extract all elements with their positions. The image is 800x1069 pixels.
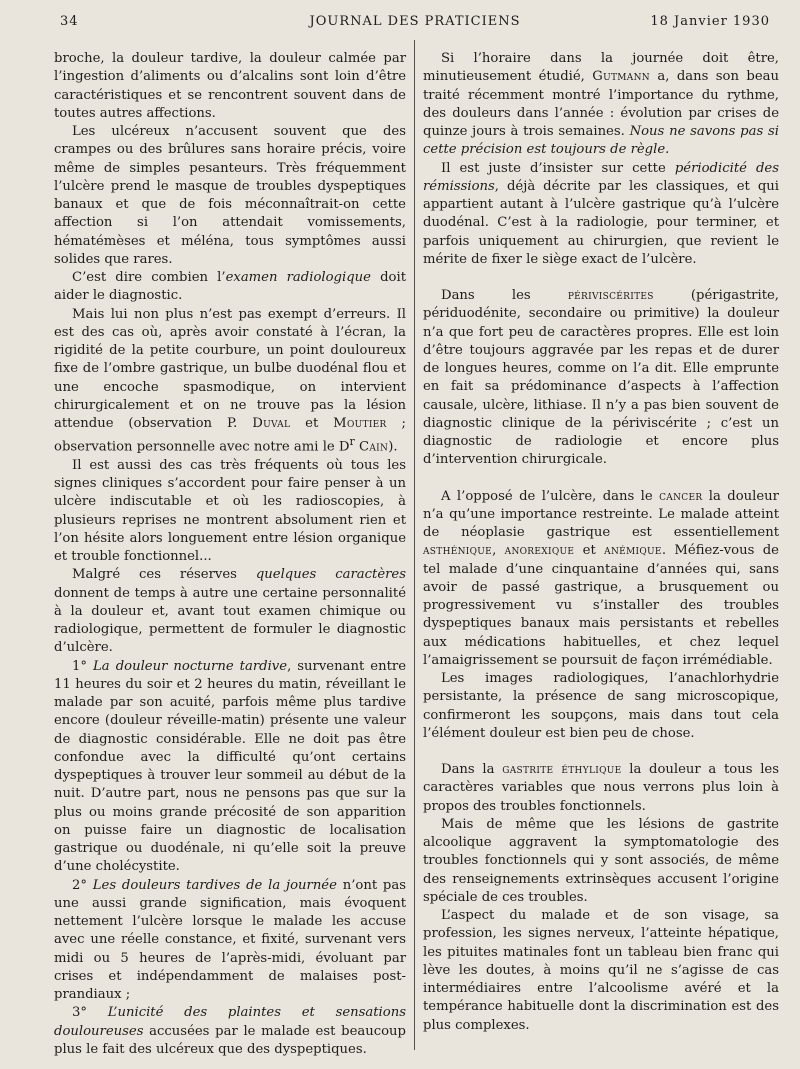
paragraph: C’est dire combien l’examen radiologique doit aider le diagnostic. xyxy=(54,270,407,304)
paragraph: Il est juste d’insister sur cette périodicité des rémissions, déjà décrite par les classiques, et qui appartient autant à l’ulcère gastrique qu’à l’ulcère duodénal. C’est à la radiologie, pour terminer, et parfois uniquement au chirurgien, que revient le mérite de fixer le siège exact de l’ulcère. xyxy=(423,160,780,267)
issue-date: 18 Janvier 1930 xyxy=(650,14,770,29)
page-number: 34 xyxy=(60,14,79,29)
emphasis: examen radiologique xyxy=(225,270,371,285)
term: anémique xyxy=(604,543,662,559)
paragraph: broche, la douleur tardive, la douleur calmée par l’ingestion d’aliments ou d’alcalins sont loin d’être caractéristiques et se rencontrent souvent dans de toutes autres affections. xyxy=(54,51,406,121)
right-column xyxy=(423,50,779,1035)
item-title: La douleur nocturne tardive xyxy=(93,658,288,674)
emphasis: périodicité des rémissions xyxy=(423,160,780,194)
item-title: L’unicité des plaintes et sensations douloureuses xyxy=(54,1005,406,1039)
paragraph: Il est aussi des cas très fréquents où tous les signes cliniques s’accordent pour faire penser à un ulcère indiscutable et où les radioscopies, à plusieurs reprises ne montrent absolument rien et l’on hésite alors longuement entre lésion organique et trouble fonctionnel... xyxy=(54,457,406,565)
term: gastrite éthylique xyxy=(502,762,622,777)
term: anorexique xyxy=(504,543,575,559)
numbered-item: 2° Les douleurs tardives de la journée n’ont pas une aussi grande signification, mais évoquent nettement l’ulcère lorsque le malade les accuse avec une réelle constance, et fixité, survenant vers midi ou 5 heures de l’après-midi, évoluant par crises et indépendamment de malaises post-prandiaux ; xyxy=(54,877,406,1003)
numbered-item: 3° L’unicité des plaintes et sensations douloureuses accusées par le malade est beaucoup plus le fait des ulcéreux que des dyspeptiques. xyxy=(54,1005,406,1057)
paragraph: Mais de même que les lésions de gastrite alcoolique aggravent la symptomatologie des troubles fonctionnels qui y sont associés, de même des renseignements extrinsèques accusent l’origine spéciale de ces troubles. xyxy=(423,816,779,905)
author-name: Duval xyxy=(252,416,291,431)
emphasis: quelques caractères xyxy=(255,567,406,583)
term: cancer xyxy=(659,488,703,504)
left-column xyxy=(54,50,406,1059)
author-name: Cain xyxy=(358,439,389,455)
paragraph: Les ulcéreux n’accusent souvent que des crampes ou des brûlures sans horaire précis, voire même de simples pesanteurs. Très fréquemment l’ulcère prend le masque de troubles dyspeptiques banaux et que de fois méconnaîtrait-on cette affection si l’on attendait vomissements, hématémèses et méléna, tous symptômes aussi solides que rares. xyxy=(54,124,406,267)
emphasis: Nous ne savons pas si cette précision est toujours de règle. xyxy=(423,124,779,158)
column-divider xyxy=(414,40,415,1050)
author-name: Moutier xyxy=(333,416,387,431)
paragraph: Les images radiologiques, l’anachlorhydrie persistante, la présence de sang microscopique, confirmeront les soupçons, mais dans tout cela l’élément douleur est bien peu de chose. xyxy=(423,671,779,741)
item-title: Les douleurs tardives de la journée xyxy=(92,877,337,893)
paragraph: Si l’horaire dans la journée doit être, minutieusement étudié, Gutmann a, dans son beau traité récemment montré l’importance du rythme, des douleurs dans l’année : évolution par crises de quinze jours à trois semaines. Nous ne savons pas si cette précision est toujours de règle. xyxy=(423,51,779,158)
term: asthénique xyxy=(423,543,493,559)
numbered-item: 1° La douleur nocturne tardive, survenant entre 11 heures du soir et 2 heures du matin, réveillant le malade par son acuité, parfois même plus tardive encore (douleur réveille-matin) présente une valeur de diagnostic considérable. Elle ne doit pas être confondue avec la difficulté qu’ont certains dyspeptiques à trouver leur sommeil au début de la nuit. D’autre part, nous ne pensons pas que sur la plus ou moins grande précosité de son apparition on puisse faire un diagnostic de localisation gastrique ou duodénale, ni qu’elle soit la preuve d’une cholécystite. xyxy=(54,658,407,875)
paragraph: A l’opposé de l’ulcère, dans le cancer la douleur n’a qu’une importance restreinte. Le malade atteint de néoplasie gastrique est essentiellement asthénique, anorexique et anémique. Méfiez-vous de tel malade d’une cinquantaine d’années qui, sans avoir de passé gastrique, a brusquement ou progressivement vu s’installer des troubles dyspeptiques banaux mais persistants et rebelles aux médications habituelles, et chez lequel l’amaigrissement se poursuit de façon irrémédiable. xyxy=(423,488,779,668)
author-name: Gutmann xyxy=(592,69,650,85)
paragraph: Malgré ces réserves quelques caractères donnent de temps à autre une certaine personnalité à la douleur et, avant tout examen chimique ou radiologique, permettent de formuler le diagnostic d’ulcère. xyxy=(54,567,406,656)
paragraph: L’aspect du malade et de son visage, sa profession, les signes nerveux, l’atteinte hépatique, les pituites matinales font un tableau bien franc qui lève les doutes, à moins qu’il ne s’agisse de cas intermédiaires entre l’alcoolisme avéré et la tempérance habituelle dont la discrimination est des plus complexes. xyxy=(423,908,779,1033)
page-header xyxy=(60,14,770,34)
paragraph: Mais lui non plus n’est pas exempt d’erreurs. Il est des cas où, après avoir constaté à l’écran, la rigidité de la petite courbure, un point douloureux fixe de l’ombre gastrique, un bulbe duodénal flou et une encoche spasmodique, on intervient chirurgicalement et on ne trouve pas la lésion attendue (observation P. Duval et Moutier ; observation personnelle avec notre ami le $D^r$ Cain). xyxy=(54,306,406,455)
paragraph: Dans les périviscérites (périgastrite, périduodénite, secondaire ou primitive) la douleur n’a que fort peu de caractères propres. Elle est loin d’être toujours aggravée par les repas et de durer de longues heures, comme on l’a dit. Elle emprunte en fait sa prédominance d’aspects à l’affection causale, ulcère, lithiase. Il n’y a pas bien souvent de diagnostic clinique de la périviscérite ; c’est un diagnostic de radiologie et encore plus d’intervention chirurgicale. xyxy=(423,288,780,468)
term: périviscérites xyxy=(567,288,654,303)
journal-title: JOURNAL DES PRATICIENS xyxy=(309,14,521,29)
paragraph: Dans la gastrite éthylique la douleur a tous les caractères variables que nous verrons plus loin à propos des troubles fonctionnels. xyxy=(423,762,779,814)
